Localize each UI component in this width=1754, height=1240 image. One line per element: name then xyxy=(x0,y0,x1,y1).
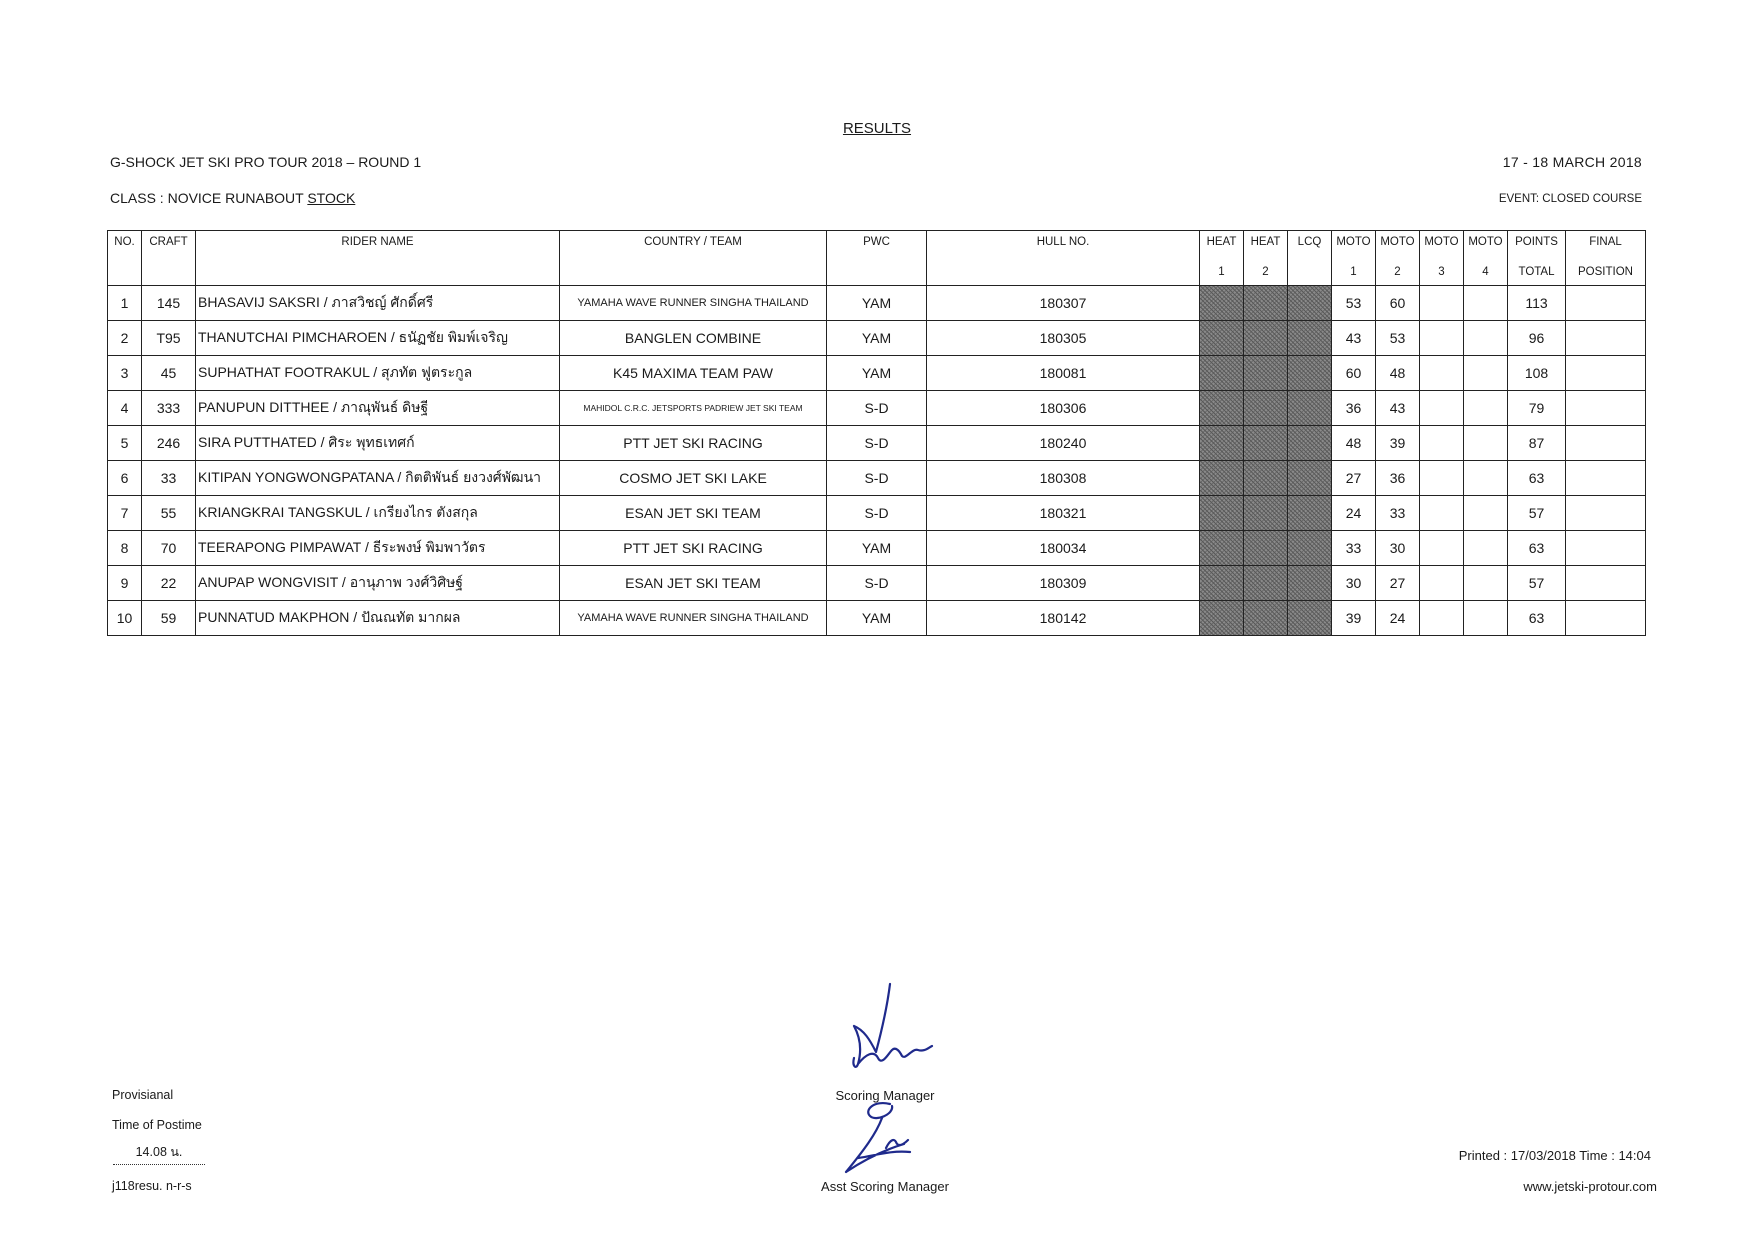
cell-moto3 xyxy=(1420,531,1464,566)
cell-heat2 xyxy=(1244,321,1288,356)
cell-final-position xyxy=(1566,461,1646,496)
col-hull-header: HULL NO. xyxy=(927,231,1200,286)
table-body xyxy=(108,286,1646,636)
cell-hull: 180321 xyxy=(927,496,1200,531)
cell-hull: 180034 xyxy=(927,531,1200,566)
col-moto1-header: MOTO xyxy=(1332,231,1376,259)
cell-moto3 xyxy=(1420,496,1464,531)
cell-moto1: 36 xyxy=(1332,391,1376,426)
cell-heat1 xyxy=(1200,531,1244,566)
cell-hull: 180308 xyxy=(927,461,1200,496)
class-line xyxy=(110,190,355,206)
cell-lcq xyxy=(1288,391,1332,426)
cell-team: ESAN JET SKI TEAM xyxy=(560,566,827,601)
cell-pwc: YAM xyxy=(827,601,927,636)
col-moto3-header: MOTO xyxy=(1420,231,1464,259)
cell-pwc: S-D xyxy=(827,426,927,461)
cell-final-position xyxy=(1566,356,1646,391)
event-name: G-SHOCK JET SKI PRO TOUR 2018 – ROUND 1 xyxy=(110,154,422,170)
cell-moto4 xyxy=(1464,391,1508,426)
cell-craft: 70 xyxy=(142,531,196,566)
cell-moto2: 43 xyxy=(1376,391,1420,426)
cell-no: 1 xyxy=(108,286,142,321)
cell-heat2 xyxy=(1244,286,1288,321)
table-row xyxy=(108,356,1646,391)
table-row xyxy=(108,531,1646,566)
cell-no: 5 xyxy=(108,426,142,461)
cell-moto4 xyxy=(1464,356,1508,391)
cell-heat2 xyxy=(1244,531,1288,566)
cell-hull: 180240 xyxy=(927,426,1200,461)
cell-no: 2 xyxy=(108,321,142,356)
cell-craft: 22 xyxy=(142,566,196,601)
table-row xyxy=(108,566,1646,601)
cell-heat2 xyxy=(1244,391,1288,426)
cell-moto4 xyxy=(1464,531,1508,566)
cell-no: 4 xyxy=(108,391,142,426)
cell-moto1: 53 xyxy=(1332,286,1376,321)
cell-team: PTT JET SKI RACING xyxy=(560,531,827,566)
scoring-manager-label: Scoring Manager xyxy=(835,1088,935,1103)
provisional-label: Provisianal xyxy=(112,1088,174,1102)
cell-heat1 xyxy=(1200,496,1244,531)
table-row xyxy=(108,391,1646,426)
cell-moto4 xyxy=(1464,426,1508,461)
col-moto1-subheader: 1 xyxy=(1332,258,1376,286)
cell-heat1 xyxy=(1200,461,1244,496)
cell-points-total: 87 xyxy=(1508,426,1566,461)
cell-pwc: YAM xyxy=(827,531,927,566)
cell-hull: 180309 xyxy=(927,566,1200,601)
col-rider-header: RIDER NAME xyxy=(196,231,560,286)
cell-rider: BHASAVIJ SAKSRI / ภาสวิชญ์ ศักดิ์ศรี xyxy=(196,286,560,321)
cell-moto1: 43 xyxy=(1332,321,1376,356)
cell-lcq xyxy=(1288,461,1332,496)
cell-hull: 180306 xyxy=(927,391,1200,426)
cell-team: K45 MAXIMA TEAM PAW xyxy=(560,356,827,391)
col-points-subheader: TOTAL xyxy=(1508,258,1566,286)
cell-pwc: YAM xyxy=(827,286,927,321)
cell-craft: 145 xyxy=(142,286,196,321)
cell-rider: ANUPAP WONGVISIT / อานุภาพ วงศ์วิศิษฐ์ xyxy=(196,566,560,601)
cell-moto1: 48 xyxy=(1332,426,1376,461)
table-row xyxy=(108,426,1646,461)
cell-team: YAMAHA WAVE RUNNER SINGHA THAILAND xyxy=(560,286,827,321)
col-moto3-subheader: 3 xyxy=(1420,258,1464,286)
cell-craft: 33 xyxy=(142,461,196,496)
asst-scoring-manager-label: Asst Scoring Manager xyxy=(821,1179,949,1194)
cell-lcq xyxy=(1288,531,1332,566)
cell-no: 10 xyxy=(108,601,142,636)
cell-points-total: 96 xyxy=(1508,321,1566,356)
cell-moto2: 48 xyxy=(1376,356,1420,391)
cell-heat2 xyxy=(1244,356,1288,391)
cell-moto1: 30 xyxy=(1332,566,1376,601)
cell-hull: 180142 xyxy=(927,601,1200,636)
cell-craft: T95 xyxy=(142,321,196,356)
cell-team: PTT JET SKI RACING xyxy=(560,426,827,461)
cell-heat2 xyxy=(1244,601,1288,636)
table-header xyxy=(108,231,1646,286)
cell-moto1: 33 xyxy=(1332,531,1376,566)
class-stock: STOCK xyxy=(307,190,356,206)
cell-pwc: S-D xyxy=(827,496,927,531)
cell-rider: TEERAPONG PIMPAWAT / ธีระพงษ์ พิมพาวัตร xyxy=(196,531,560,566)
cell-team: BANGLEN COMBINE xyxy=(560,321,827,356)
cell-pwc: S-D xyxy=(827,461,927,496)
cell-rider: SUPHATHAT FOOTRAKUL / สุภทัต ฟูตระกูล xyxy=(196,356,560,391)
col-moto4-header: MOTO xyxy=(1464,231,1508,259)
cell-pwc: S-D xyxy=(827,391,927,426)
cell-heat1 xyxy=(1200,356,1244,391)
cell-craft: 333 xyxy=(142,391,196,426)
cell-team: COSMO JET SKI LAKE xyxy=(560,461,827,496)
col-moto2-subheader: 2 xyxy=(1376,258,1420,286)
cell-moto2: 60 xyxy=(1376,286,1420,321)
event-type: EVENT: CLOSED COURSE xyxy=(1498,193,1642,205)
printed-timestamp: Printed : 17/03/2018 Time : 14:04 xyxy=(1458,1148,1651,1163)
cell-rider: KRIANGKRAI TANGSKUL / เกรียงไกร ตังสกุล xyxy=(196,496,560,531)
results-table xyxy=(107,230,1646,636)
cell-rider: THANUTCHAI PIMCHAROEN / ธนัฏชัย พิมพ์เจริญ xyxy=(196,321,560,356)
col-final-subheader: POSITION xyxy=(1566,258,1646,286)
cell-final-position xyxy=(1566,391,1646,426)
cell-points-total: 57 xyxy=(1508,496,1566,531)
cell-points-total: 79 xyxy=(1508,391,1566,426)
table-row xyxy=(108,461,1646,496)
cell-moto2: 33 xyxy=(1376,496,1420,531)
cell-final-position xyxy=(1566,566,1646,601)
col-no-header: NO. xyxy=(108,231,142,286)
cell-moto3 xyxy=(1420,356,1464,391)
cell-no: 8 xyxy=(108,531,142,566)
cell-moto2: 53 xyxy=(1376,321,1420,356)
cell-heat1 xyxy=(1200,391,1244,426)
cell-moto3 xyxy=(1420,426,1464,461)
cell-pwc: YAM xyxy=(827,321,927,356)
cell-rider: PUNNATUD MAKPHON / ปัณณทัต มากผล xyxy=(196,601,560,636)
cell-lcq xyxy=(1288,496,1332,531)
cell-moto4 xyxy=(1464,496,1508,531)
cell-no: 6 xyxy=(108,461,142,496)
cell-moto2: 39 xyxy=(1376,426,1420,461)
col-final-header: FINAL xyxy=(1566,231,1646,259)
asst-scoring-manager-signature xyxy=(834,1100,924,1178)
cell-final-position xyxy=(1566,496,1646,531)
cell-moto2: 30 xyxy=(1376,531,1420,566)
col-craft-header: CRAFT xyxy=(142,231,196,286)
cell-points-total: 113 xyxy=(1508,286,1566,321)
cell-heat1 xyxy=(1200,426,1244,461)
cell-hull: 180305 xyxy=(927,321,1200,356)
event-date: 17 - 18 MARCH 2018 xyxy=(1502,154,1642,170)
cell-rider: PANUPUN DITTHEE / ภาณุพันธ์ ดิษฐี xyxy=(196,391,560,426)
cell-moto3 xyxy=(1420,601,1464,636)
cell-moto3 xyxy=(1420,461,1464,496)
cell-pwc: S-D xyxy=(827,566,927,601)
cell-points-total: 63 xyxy=(1508,461,1566,496)
cell-lcq xyxy=(1288,601,1332,636)
cell-final-position xyxy=(1566,426,1646,461)
cell-team: YAMAHA WAVE RUNNER SINGHA THAILAND xyxy=(560,601,827,636)
cell-pwc: YAM xyxy=(827,356,927,391)
cell-lcq xyxy=(1288,566,1332,601)
cell-moto3 xyxy=(1420,321,1464,356)
cell-heat2 xyxy=(1244,461,1288,496)
col-heat2-subheader: 2 xyxy=(1244,258,1288,286)
table-row xyxy=(108,286,1646,321)
cell-team: MAHIDOL C.R.C. JETSPORTS PADRIEW JET SKI TEAM xyxy=(560,391,827,426)
cell-moto2: 36 xyxy=(1376,461,1420,496)
cell-rider: SIRA PUTTHATED / ศิระ พุทธเทศก์ xyxy=(196,426,560,461)
scoring-manager-signature xyxy=(830,982,940,1077)
col-heat2-header: HEAT xyxy=(1244,231,1288,259)
col-moto4-subheader: 4 xyxy=(1464,258,1508,286)
cell-hull: 180081 xyxy=(927,356,1200,391)
cell-rider: KITIPAN YONGWONGPATANA / กิตติพันธ์ ยงวงศ์พัฒนา xyxy=(196,461,560,496)
col-moto2-header: MOTO xyxy=(1376,231,1420,259)
cell-heat2 xyxy=(1244,426,1288,461)
cell-craft: 45 xyxy=(142,356,196,391)
page-title: RESULTS xyxy=(842,120,912,137)
cell-no: 3 xyxy=(108,356,142,391)
cell-points-total: 63 xyxy=(1508,531,1566,566)
table-row xyxy=(108,321,1646,356)
cell-heat1 xyxy=(1200,286,1244,321)
cell-moto3 xyxy=(1420,391,1464,426)
col-points-header: POINTS xyxy=(1508,231,1566,259)
cell-moto4 xyxy=(1464,321,1508,356)
cell-heat2 xyxy=(1244,566,1288,601)
cell-moto3 xyxy=(1420,566,1464,601)
col-heat1-subheader: 1 xyxy=(1200,258,1244,286)
file-code: j118resu. n-r-s xyxy=(112,1179,192,1193)
cell-moto2: 27 xyxy=(1376,566,1420,601)
col-lcq-header: LCQ xyxy=(1288,231,1332,259)
cell-moto4 xyxy=(1464,461,1508,496)
cell-heat1 xyxy=(1200,321,1244,356)
table-row xyxy=(108,601,1646,636)
cell-moto4 xyxy=(1464,566,1508,601)
cell-lcq xyxy=(1288,356,1332,391)
cell-craft: 246 xyxy=(142,426,196,461)
cell-lcq xyxy=(1288,321,1332,356)
cell-final-position xyxy=(1566,321,1646,356)
cell-moto1: 39 xyxy=(1332,601,1376,636)
cell-moto4 xyxy=(1464,286,1508,321)
cell-points-total: 108 xyxy=(1508,356,1566,391)
cell-points-total: 63 xyxy=(1508,601,1566,636)
cell-final-position xyxy=(1566,531,1646,566)
cell-heat1 xyxy=(1200,601,1244,636)
cell-no: 9 xyxy=(108,566,142,601)
cell-heat2 xyxy=(1244,496,1288,531)
class-prefix: CLASS : NOVICE RUNABOUT xyxy=(110,190,308,206)
cell-lcq xyxy=(1288,426,1332,461)
cell-final-position xyxy=(1566,286,1646,321)
cell-moto1: 27 xyxy=(1332,461,1376,496)
postime-value: 14.08 น. xyxy=(113,1142,205,1165)
postime-label: Time of Postime xyxy=(112,1118,202,1132)
cell-heat1 xyxy=(1200,566,1244,601)
col-pwc-header: PWC xyxy=(827,231,927,286)
col-team-header: COUNTRY / TEAM xyxy=(560,231,827,286)
cell-lcq xyxy=(1288,286,1332,321)
cell-moto3 xyxy=(1420,286,1464,321)
cell-moto2: 24 xyxy=(1376,601,1420,636)
cell-hull: 180307 xyxy=(927,286,1200,321)
col-lcq-subheader xyxy=(1288,258,1332,286)
cell-no: 7 xyxy=(108,496,142,531)
cell-craft: 59 xyxy=(142,601,196,636)
cell-points-total: 57 xyxy=(1508,566,1566,601)
table-row xyxy=(108,496,1646,531)
cell-team: ESAN JET SKI TEAM xyxy=(560,496,827,531)
cell-moto1: 60 xyxy=(1332,356,1376,391)
cell-final-position xyxy=(1566,601,1646,636)
cell-moto4 xyxy=(1464,601,1508,636)
website-url: www.jetski-protour.com xyxy=(1523,1179,1657,1194)
cell-moto1: 24 xyxy=(1332,496,1376,531)
cell-craft: 55 xyxy=(142,496,196,531)
col-heat1-header: HEAT xyxy=(1200,231,1244,259)
